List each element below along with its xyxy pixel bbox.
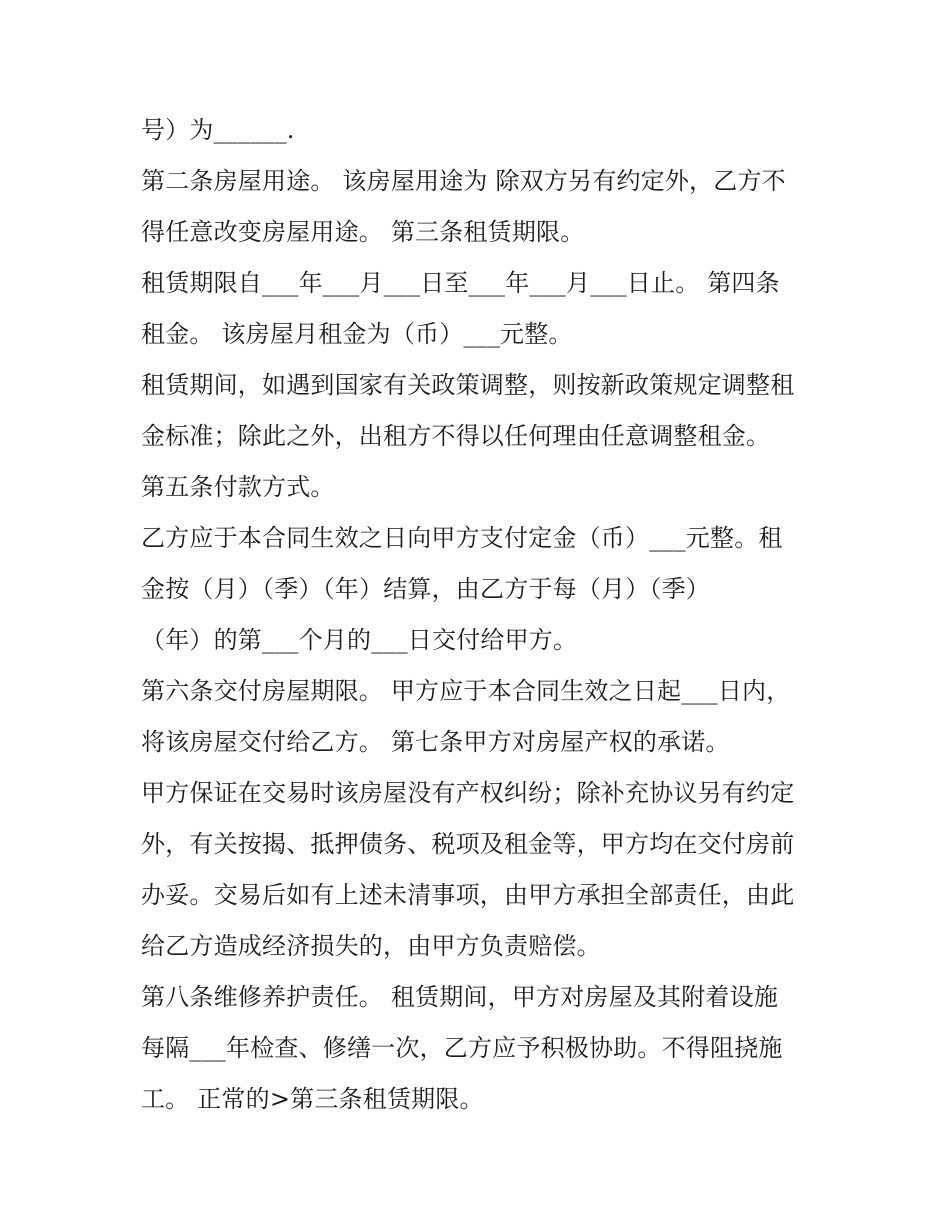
text-line: 每隔___年检查、修缮一次，乙方应予积极协助。不得阻挠施	[141, 1034, 783, 1062]
text-line: 金按（月）（季）（年）结算，由乙方于每（月）（季）	[141, 575, 710, 603]
text-line: 第二条房屋用途。 该房屋用途为 除双方另有约定外，乙方不	[141, 167, 786, 195]
text-line: 第六条交付房屋期限。 甲方应于本合同生效之日起___日内，	[141, 677, 791, 705]
text-line: 给乙方造成经济损失的，由甲方负责赔偿。	[141, 932, 601, 960]
text-line: （年）的第___个月的___日交付给甲方。	[141, 626, 578, 654]
text-line: 第五条付款方式。	[141, 473, 335, 501]
text-line: 租赁期间，如遇到国家有关政策调整，则按新政策规定调整租	[141, 371, 795, 399]
document-body	[141, 108, 821, 1128]
text-line: 办妥。交易后如有上述未清事项，由甲方承担全部责任，由此	[141, 881, 795, 909]
text-line: 号）为______.	[141, 116, 295, 144]
text-line: 外，有关按揭、抵押债务、税项及租金等，甲方均在交付房前	[141, 830, 795, 858]
text-line: 甲方保证在交易时该房屋没有产权纠纷；除补充协议另有约定	[141, 779, 795, 807]
text-line: 金标准；除此之外，出租方不得以任何理由任意调整租金。	[141, 422, 771, 450]
text-line: 租赁期限自___年___月___日至___年___月___日止。 第四条	[141, 269, 780, 297]
text-line: 第八条维修养护责任。 租赁期间，甲方对房屋及其附着设施	[141, 983, 779, 1011]
text-line: 工。 正常的>第三条租赁期限。	[141, 1085, 484, 1113]
text-line: 得任意改变房屋用途。 第三条租赁期限。	[141, 218, 585, 246]
text-line: 将该房屋交付给乙方。 第七条甲方对房屋产权的承诺。	[141, 728, 730, 756]
text-line: 乙方应于本合同生效之日向甲方支付定金（币）___元整。租	[141, 524, 783, 552]
text-line: 租金。 该房屋月租金为（币）___元整。	[141, 320, 573, 348]
